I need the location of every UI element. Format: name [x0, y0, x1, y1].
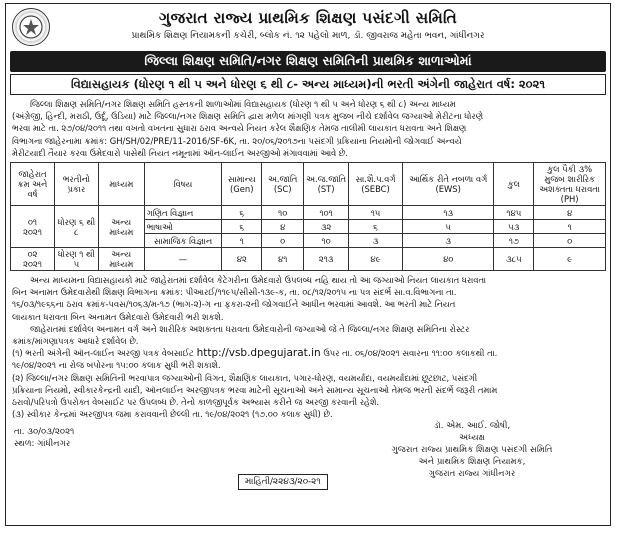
header-total: કુલ — [494, 163, 534, 206]
header-ews: આર્થિક રીતે નબળા વર્ગ (EWS) — [402, 163, 493, 206]
cell-ews: ૫ — [402, 220, 493, 234]
organization-address: પ્રાથમિક શિક્ષણ નિયામકની કચેરી, બ્લોક નં. ૧૨ પહેલો માળ, ડૉ. જીવરાજ મહેતા ભવન, ગાંધીનગર — [131, 31, 485, 41]
vacancy-table — [10, 162, 606, 271]
intro-line: ભરવા માટે તા. ૨૭/૦૪/૨૦૧૧ તથા વખતો વખતના સુધારા ઠરાવ અન્વયે નિયત કરેલ શૈક્ષણિક તેમજ તાલીમી લાયકાત ધરાવતા અને શિક્ષણ — [12, 123, 467, 134]
cell-st: ૧૦૧ — [304, 206, 349, 220]
cell-subject: સામાજિક વિજ્ઞાન — [144, 234, 222, 248]
issue-date: તા. ૩૦/૦૩/૨૦૨૧ — [14, 427, 75, 438]
intro-line: જિલ્લા શિક્ષણ સમિતિ/નગર શિક્ષણ સમિતિ હસ્તકની શાળાઓમાં વિદ્યાસહાયક (ધોરણ ૧ થી ૫ અને ધોરણ ૬ થી ૮) અન્ય માધ્યમ — [30, 99, 456, 109]
point-1-line2: ૧૯/૦૪/૨૦૨૧ ના રોજ બપોરના ૧૫:૦૦ કલાક સુધી ભરી શકાશે. — [12, 360, 221, 371]
signatory-org-1: ગુજરાત રાજ્ય પ્રાથમિક શિક્ષણ પસંદગી સમિતિ — [391, 445, 553, 456]
header-sc: અ.જાતિ (SC) — [262, 163, 304, 206]
header-st: અ.જ.જાતિ (ST) — [304, 163, 349, 206]
cell-gen: ૬ — [222, 220, 262, 234]
header — [6, 4, 610, 51]
cell-ph: ૪ — [534, 206, 606, 220]
point-1-text-end: ઉપર તા. ૦૬/૦૪/૨૦૨૧ સવારના ૧૧:૦૦ કલાકથી તા. — [323, 348, 498, 359]
advertisement-page — [5, 3, 611, 526]
emblem-icon — [18, 14, 44, 40]
website-link[interactable]: http://vsb.dpegujarat.in — [196, 347, 321, 360]
para-a-line: અન્ય માધ્યમના વિદ્યાસહાયકો માટે જાહેરાતમાં દર્શાવેલ કેટેગરીના ઉમેદવારો ઉપલબ્ધ નહિ થાય તો આ જગ્યાઓ નિયત લાયકાત ધરાવતા — [30, 275, 487, 286]
cell-subject: ગણિત વિજ્ઞાન — [144, 206, 222, 220]
cell-sc: ૪૧ — [262, 248, 304, 271]
cell-ph: ૧ — [534, 220, 606, 234]
cell-ews: ૧૩ — [402, 206, 493, 220]
cell-type: ધોરણ ૬ થી ૮ — [54, 206, 98, 248]
title-banner: જિલ્લા શિક્ષણ સમિતિ/નગર શિક્ષણ સમિતિની પ્રાથમિક શાળાઓમાં — [10, 51, 606, 72]
cell-medium: અન્ય માધ્યમ — [98, 206, 144, 248]
issue-place: સ્થળ: ગાંધીનગર — [14, 439, 71, 450]
cell-sc: ૦ — [262, 234, 304, 248]
cell-type: ધોરણ ૧ થી ૫ — [54, 248, 98, 271]
signatory-name: ડૉ. એમ. આઈ. જોષી, — [433, 421, 511, 432]
cell-sebc: ૬ — [349, 220, 403, 234]
government-emblem-logo — [12, 8, 50, 46]
organization-title: ગુજરાત રાજ્ય પ્રાથમિક શિક્ષણ પસંદગી સમિતિ — [159, 9, 457, 27]
header-adv-no: જાહેરાત ક્રમ અને વર્ષ — [11, 163, 55, 206]
cell-sebc: ૪૯ — [349, 248, 403, 271]
table-row — [11, 248, 606, 271]
point-1-text: (૧) ભરતી અંગેની ઑન-લાઈન અરજી પત્રક વેબસાઈટ — [12, 348, 194, 359]
signature-block — [352, 420, 592, 480]
point-2-line: ઠરાવો/પરિપત્રો ઉપરોક્ત વેબસાઈટ પર ઉપલબ્ધ છે. તેનો કાળજીપૂર્વક અભ્યાસ કરીને જ અરજી કરવાની રહેશે. — [12, 397, 380, 408]
cell-medium: અન્ય માધ્યમ — [98, 248, 144, 271]
cell-adv: ૦૧ ૨૦૨૧ — [11, 206, 55, 248]
cell-sebc: ૩ — [349, 234, 403, 248]
point-2-line: (૨) જિલ્લા/નગર શિક્ષણ સમિતિની ભરવાપાત્ર જગ્યાઓની વિગત, શૈક્ષણિક લાયકાત, પગાર-ધોરણ, વયમર્યાદા, વયમર્યાદામાં છૂટછાટ, પસંદગી — [12, 372, 478, 383]
para-a-line: ૧૬/૦૩/૧૯૬૬ના ઠરાવ ક્રમાંક-પવસ/૧૦૬૩/મ-૧૭ (ભાગ-૨)-ગ ના ફકરા-૨ની જોગવાઈને આધીન ભરવામાં આવશે. આ ભરતી માટે નિયત — [12, 299, 456, 310]
cell-gen: ૪૨ — [222, 248, 262, 271]
header-sebc: સા.શૈ.પ.વર્ગ (SEBC) — [349, 163, 403, 206]
point-3: (૩) સ્વીકાર કેન્દ્રમાં અરજીપત્ર જમા કરાવવાની છેલ્લી તા. ૧૯/૦૪/૨૦૨૧ (૧૭.૦૦ કલાક સુધી) છે. — [12, 409, 333, 420]
footer — [6, 420, 610, 494]
cell-subject: — — [144, 248, 222, 271]
footer-date-place — [14, 426, 74, 450]
para-b-line: ક્રમાંક/માંગણાપત્રક આધારે દર્શાવેલ છે. — [12, 336, 139, 347]
header-subject: વિષય — [144, 163, 222, 206]
signatory-org-3: ગુજરાત રાજ્ય ગાંધીનગર — [428, 469, 516, 480]
para-a-line: બિન અનામત ઉમેદવારોથી શિક્ષણ વિભાગના ક્રમાંક: પીઆરઈ/૧૧૯૫/સીસી-૧૩૯-ક, તા. ૦૮/૧૨/૨૦૧૫ ના પત્ર સંદર્ભે સા.વ.વિભાગના તા. — [12, 287, 457, 298]
cell-sc: ૪ — [262, 220, 304, 234]
cell-total: ૧૪૫ — [494, 206, 534, 220]
cell-ews: ૩ — [402, 234, 493, 248]
cell-gen: ૧ — [222, 234, 262, 248]
intro-paragraph — [12, 98, 604, 159]
cell-sebc: ૧૫ — [349, 206, 403, 220]
cell-sc: ૧૦ — [262, 206, 304, 220]
point-2-line: પ્રક્રિયાના નિયમો, સ્વીકારકેન્દ્રની યાદી, ઑનલાઈન અરજીપત્રક ભરવા માટેની સૂચનાઓ અને સામાન્ય સૂચનાઓ તેમજ ભરતી સંદર્ભે જરૂરી તમામ — [12, 384, 498, 395]
cell-st: ૩૨ — [304, 220, 349, 234]
cell-total: ૧૭ — [494, 234, 534, 248]
cell-ph: ૯ — [534, 248, 606, 271]
intro-line: મેરીટયાદી તૈયાર કરવા ઉમેદવારો પાસેથી નિયત નમૂનામાં ઑન-લાઈન અરજીઓ મંગાવવામાં આવે છે. — [12, 147, 349, 158]
intro-line: (અંગ્રેજી, હિન્દી, મરાઠી, ઉર્દૂ, ઉડિયા) માટે જિલ્લા/નગર શિક્ષણ સમિતિ દ્વારા મળેલ માંગણી પત્રક મુજબ નીચે દર્શાવેલ જગ્યાઓ મેરીટના ધોરણે — [12, 111, 484, 122]
header-ph: કુલ પૈકી ૩% મુજબ શારીરિક અશક્તતા ધરાવતા (PH) — [534, 163, 606, 206]
point-1 — [12, 347, 604, 359]
recruitment-heading: વિદ્યાસહાયક (ધોરણ ૧ થી ૫ અને ધોરણ ૬ થી ૮- અન્ય માધ્યમ)ની ભરતી અંગેની જાહેરાત વર્ષ: ૨૦૨૧ — [10, 74, 606, 95]
para-b-line: જાહેરાતમાં દર્શાવેલ અનામત વર્ગ અને શારીરિક અશક્તતા ધરાવતા ઉમેદવારોની જગ્યાઓ જે તે જિલ્લા/નગર શિક્ષણ સમિતિના રોસ્ટર — [30, 323, 470, 334]
signatory-role: અધ્યક્ષ — [459, 433, 485, 444]
table-header-row — [11, 163, 606, 206]
cell-st: ૨૧૩ — [304, 248, 349, 271]
header-type: ભરતીનો પ્રકાર — [54, 163, 98, 206]
cell-total: ૩૮૫ — [494, 248, 534, 271]
signatory-org-2: અને પ્રાથમિક શિક્ષણ નિયામક, — [418, 457, 526, 468]
cell-adv: ૦૨ ૨૦૨૧ — [11, 248, 55, 271]
info-number-box: માહિતી/૨૨૪૩/૨૦-૨૧ — [238, 474, 328, 490]
table-row — [11, 206, 606, 220]
para-a-line: લાયકાત ધરાવતા બિન અનામત ઉમેદવારો ઉમેદવારી ભરી શકશે. — [12, 311, 224, 322]
cell-subject: ભાષાઓ — [144, 220, 222, 234]
cell-st: ૧૦ — [304, 234, 349, 248]
body-paragraphs — [12, 274, 604, 420]
header-medium: માધ્યમ — [98, 163, 144, 206]
intro-line: વિભાગના જાહેરનામા ક્રમાંક: GH/SH/02/PRE/11-2016/SF-6K, તા. ૨૦/૦૬/૨૦૧૭ના પસંદગી પ્રક્રિયાના નિયમોની જોગવાઈ અન્વયે — [12, 135, 462, 146]
cell-ph: ૦ — [534, 234, 606, 248]
cell-gen: ૬ — [222, 206, 262, 220]
cell-ews: ૪૦ — [402, 248, 493, 271]
header-gen: સામાન્ય (Gen) — [222, 163, 262, 206]
cell-total: ૫૩ — [494, 220, 534, 234]
